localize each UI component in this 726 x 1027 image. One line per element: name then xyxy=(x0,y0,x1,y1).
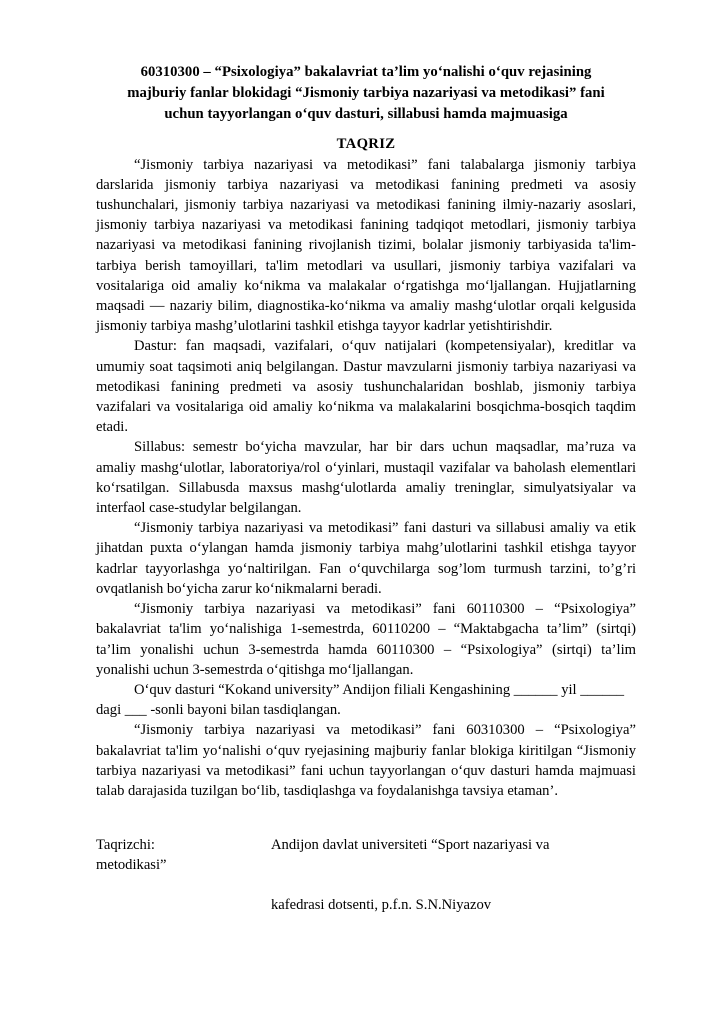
signature-label: Taqrizchi: xyxy=(96,837,155,854)
paragraph-sillabus: Sillabus: semestr bo‘yicha mavzular, har bir dars uchun maqsadlar, ma’ruza va amaliy mashg‘ulotlar, laboratoriya/rol o‘yinlari, mustaqil vazifalar va baholash elementlari ko‘rsatilgan. Sillabusda maxsus mashg‘ulotlarda amaliy treninglar, simulyatsiyalar va interfaol case-studylar belgilangan. xyxy=(96,439,636,517)
signature-row-primary xyxy=(96,835,636,855)
signature-affiliation xyxy=(271,835,636,855)
paragraph-recommendation: “Jismoniy tarbiya nazariyasi va metodikasi” fani 60310300 – “Psixologiya” bakalavriat ta'lim yo‘nalishi o‘quv ryejasining majburiy fanlar blokiga kiritilgan “Jismoniy tarbiya nazariyasi va metodikasi” fani uchun tayyorlangan o‘quv dasturi hamda majmuasi talab darajasida tuzilgan bo‘lib, tasdiqlashga va foydalanishga tavsiya etaman’. xyxy=(96,722,636,799)
signature-block xyxy=(96,835,636,915)
paragraph-approval: O‘quv dasturi “Kokand university” Andijon filiali Kengashining ______ yil ______ dagi ___ -sonli bayoni bilan tasdiqlangan. xyxy=(96,681,625,719)
title-line-2: majburiy fanlar blokidagi “Jismoniy tarbiya nazariyasi va metodikasi” fani xyxy=(127,84,605,101)
section-heading-taqriz: TAQRIZ xyxy=(336,135,396,152)
paragraph-intro: “Jismoniy tarbiya nazariyasi va metodikasi” fani talabalarga jismoniy tarbiya darslarida jismoniy tarbiya nazariyasi va metodikasi fanining predmeti va asosiy tushunchalari, jismoniy tarbiya nazariyasi va metodikasi fanining ilmiy-nazariy asoslari, jismoniy tarbiya nazariyasi va metodikasi fanining tadqiqot metodlari, jismoniy tarbiya nazariyasi va metodikasi fanining rivojlanish tizimi, bolalar jismoniy tarbiyasida ta'lim-tarbiya berish tamoyillari, ta'lim metodlari va usullari, jismoniy tarbiya vazifalari va vositalariga oid amaliy ko‘nikma va malakalar o‘rgatishga mo‘ljallangan. Hujjatlarning maqsadi — nazariy bilim, diagnostika-ko‘nikma va amaliy mashg‘ulotlar orqali kelgusida jismoniy tarbiya mashg’ulotlarini tashkil etishga tayyor kadrlar yetishtirishdir. xyxy=(96,156,636,335)
paragraph-semesters: “Jismoniy tarbiya nazariyasi va metodikasi” fani 60110300 – “Psixologiya” bakalavriat ta'lim yo‘nalishiga 1-semestrda, 60110200 – “Maktabgacha ta’lim” (sirtqi) ta’lim yonalishi uchun 3-semestrda hamda 60110300 – “Psixologiya” (sirtqi) ta’lim yonalishi uchun 3-semestrda o‘qitishga mo‘ljallangan. xyxy=(96,601,636,678)
signature-position-line: kafedrasi dotsenti, p.f.n. S.N.Niyazov xyxy=(271,897,492,914)
paragraph-dastur: Dastur: fan maqsadi, vazifalari, o‘quv natijalari (kompetensiyalar), kreditlar va umumiy soat taqsimoti aniq belgilangan. Dastur mavzularni jismoniy tarbiya nazariyasi va metodikasi fanining predmeti va asosiy tushunchalaridan boshlab, jismoniy tarbiya vazifalari va vositalariga oid amaliy ko‘nikma va malakalarini bosqichma-bosqich taqdim etadi. xyxy=(96,338,636,436)
title-line-1: 60310300 – “Psixologiya” bakalavriat ta’lim yo‘nalishi o‘quv rejasining xyxy=(140,64,592,80)
signature-affiliation-line-2: metodikasi” xyxy=(96,857,167,874)
page-title xyxy=(96,62,636,125)
signature-affiliation-line-1: Andijon davlat universiteti “Sport nazariyasi va xyxy=(271,837,550,854)
paragraph-evaluation: “Jismoniy tarbiya nazariyasi va metodikasi” fani dasturi va sillabusi amaliy va etik jihatdan puxta o‘ylangan hamda jismoniy tarbiya mahg’ulotlarini tashkil etishga tayyor kadrlar tayyorlashga yo‘naltirilgan. Fan o‘quvchilarga sog’lom turmush tarzini, to’g’ri ovqatlanish bo‘yicha zarur ko‘nikmalarni beradi. xyxy=(96,520,636,597)
title-line-3: uchun tayyorlangan o‘quv dasturi, sillabusi hamda majmuasiga xyxy=(164,105,568,122)
